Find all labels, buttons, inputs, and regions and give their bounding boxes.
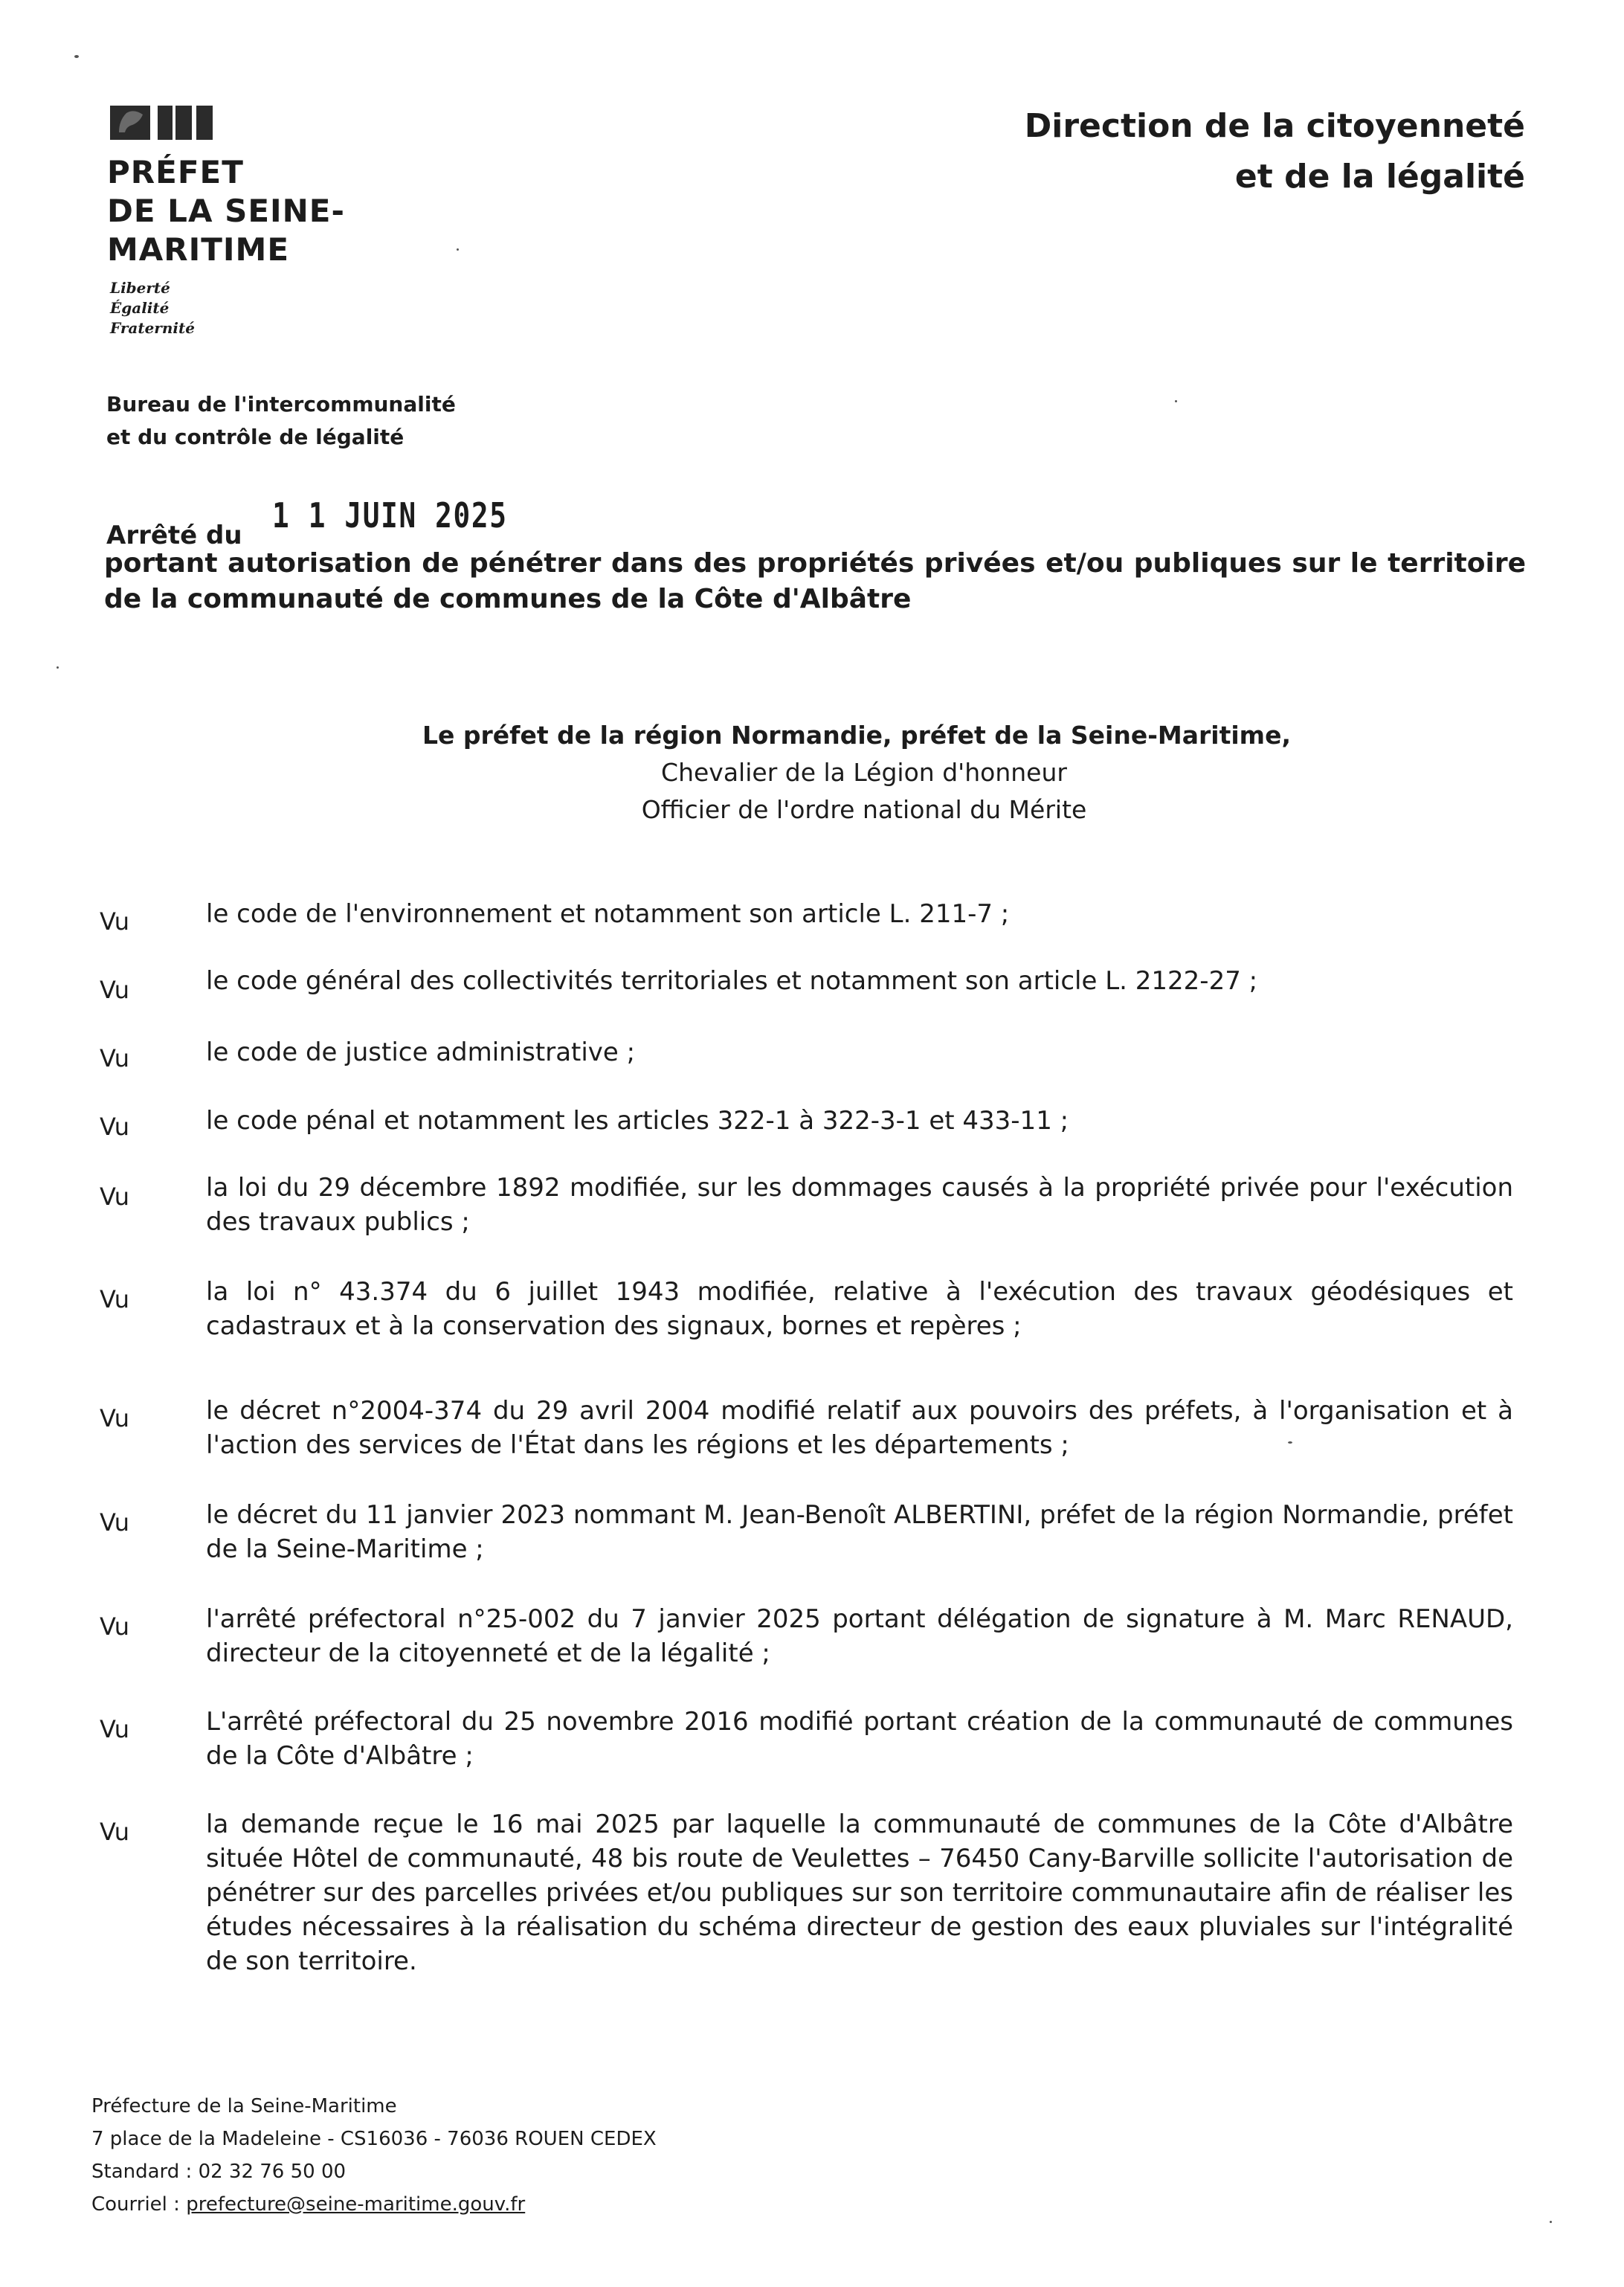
vu-label: Vu — [100, 1183, 129, 1211]
scan-speck — [74, 55, 79, 58]
vu-text: la demande reçue le 16 mai 2025 par laquelle la communauté de communes de la Côte d'Albâtre située Hôtel de communauté, 48 bis route de Veulettes – 76450 Cany-Barville sollicite l'autorisation de pénétrer sur des parcelles privées et/ou publiques sur son territoire communautaire afin de réaliser les études nécessaires à la réalisation du schéma directeur de gestion des eaux pluviales sur l'intégralité de son territoire. — [206, 1810, 1513, 1976]
vu-label: Vu — [100, 1404, 129, 1432]
devise-liberte: Liberté — [110, 279, 170, 297]
vu-label: Vu — [100, 1612, 129, 1641]
vu-label: Vu — [100, 907, 129, 936]
devise-egalite: Égalité — [110, 299, 170, 317]
vu-label: Vu — [100, 1508, 129, 1537]
prefet-line: DE LA SEINE- — [107, 193, 345, 229]
prefet-title — [107, 153, 345, 269]
vu-text: l'arrêté préfectoral n°25-002 du 7 janvier 2025 portant délégation de signature à M. Marc RENAUD, directeur de la citoyenneté et de la légalité ; — [206, 1604, 1513, 1668]
bureau-heading — [106, 388, 456, 454]
devise — [110, 278, 195, 338]
vu-text: le code de l'environnement et notamment son article L. 211-7 ; — [206, 899, 1010, 929]
footer-line: Préfecture de la Seine-Maritime — [91, 2095, 397, 2117]
prefet-line-2: Chevalier de la Légion d'honneur — [661, 758, 1067, 787]
vu-text: la loi n° 43.374 du 6 juillet 1943 modifiée, relative à l'exécution des travaux géodésiques et cadastraux et à la conservation des signaux, bornes et repères ; — [206, 1277, 1513, 1341]
scan-speck — [1175, 400, 1177, 402]
vu-label: Vu — [100, 1044, 129, 1072]
vu-label: Vu — [100, 1285, 129, 1313]
vu-label: Vu — [100, 1715, 129, 1743]
footer-line: 7 place de la Madeleine - CS16036 - 76036 ROUEN CEDEX — [91, 2128, 657, 2150]
vu-text: le décret n°2004-374 du 29 avril 2004 modifié relatif aux pouvoirs des préfets, à l'organisation et à l'action des services de l'État dans les régions et les départements ; — [206, 1396, 1513, 1460]
footer-line: Standard : 02 32 76 50 00 — [91, 2161, 347, 2183]
bureau-line: Bureau de l'intercommunalité — [106, 392, 456, 416]
prefet-line: MARITIME — [107, 231, 290, 268]
vu-text: le décret du 11 janvier 2023 nommant M. Jean-Benoît ALBERTINI, préfet de la région Normandie, préfet de la Seine-Maritime ; — [206, 1500, 1513, 1564]
prefet-line-1: Le préfet de la région Normandie, préfet de la Seine-Maritime, — [422, 721, 1291, 750]
vu-label: Vu — [100, 976, 129, 1004]
devise-fraternite: Fraternité — [110, 319, 195, 337]
vu-text: L'arrêté préfectoral du 25 novembre 2016 modifié portant création de la communauté de communes de la Côte d'Albâtre ; — [206, 1707, 1513, 1771]
arrete-object: portant autorisation de pénétrer dans des propriétés privées et/ou publiques sur le territoire de la communauté de communes de la Côte d'Albâtre — [104, 548, 1526, 614]
prefet-qualites — [0, 717, 1624, 829]
scan-speck — [457, 248, 459, 251]
courriel-label: Courriel : — [91, 2193, 187, 2216]
vu-label: Vu — [100, 1818, 129, 1846]
prefet-line-3: Officier de l'ordre national du Mérite — [641, 795, 1087, 824]
bureau-line: et du contrôle de légalité — [106, 425, 405, 449]
scan-speck — [1550, 2221, 1552, 2223]
scan-speck — [1288, 1441, 1292, 1444]
marianne-logo-icon — [110, 106, 213, 140]
prefet-line: PRÉFET — [107, 154, 244, 190]
arrete-label: Arrêté du — [106, 521, 242, 550]
vu-text: le code général des collectivités territoriales et notamment son article L. 2122-27 ; — [206, 966, 1258, 996]
vu-text: le code pénal et notamment les articles 322-1 à 322-3-1 et 433-11 ; — [206, 1106, 1069, 1136]
date-stamp: 1 1 JUIN 2025 — [272, 495, 508, 535]
vu-text: la loi du 29 décembre 1892 modifiée, sur les dommages causés à la propriété privée pour l'exécution des travaux publics ; — [206, 1173, 1513, 1237]
direction-line: et de la légalité — [1234, 158, 1525, 196]
direction-heading — [856, 101, 1525, 202]
scan-speck — [57, 666, 59, 669]
footer-courriel — [91, 2188, 657, 2221]
footer-address — [91, 2090, 657, 2221]
vu-text: le code de justice administrative ; — [206, 1038, 636, 1067]
direction-line: Direction de la citoyenneté — [1024, 107, 1525, 145]
vu-label: Vu — [100, 1113, 129, 1141]
courriel-link[interactable]: prefecture@seine-maritime.gouv.fr — [186, 2193, 526, 2216]
